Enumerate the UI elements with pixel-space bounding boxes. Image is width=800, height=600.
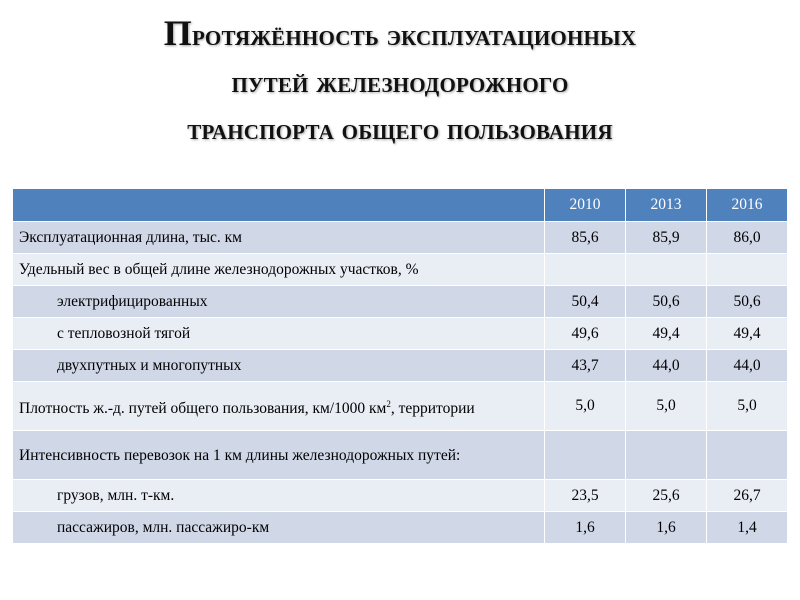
row-label: грузов, млн. т-км.: [13, 480, 545, 512]
title-line-2: путей железнодорожного: [231, 66, 569, 99]
header-year-2013: 2013: [626, 189, 707, 222]
value-cell: [707, 431, 788, 480]
row-label: Эксплуатационная длина, тыс. км: [13, 222, 545, 254]
value-cell: [707, 254, 788, 286]
value-cell: 49,4: [626, 318, 707, 350]
value-cell: 50,4: [545, 286, 626, 318]
value-cell: 1,6: [626, 512, 707, 544]
value-cell: 50,6: [707, 286, 788, 318]
table-row: [13, 350, 788, 382]
table-header-row: [13, 189, 788, 222]
title-line-1: Протяжённость эксплуатационных: [163, 13, 637, 53]
table-row: [13, 512, 788, 544]
table-row: [13, 286, 788, 318]
table-row: [13, 254, 788, 286]
row-label: Интенсивность перевозок на 1 км длины железнодорожных путей:: [13, 431, 545, 480]
table-row: [13, 382, 788, 431]
table-row: [13, 480, 788, 512]
page-title: [0, 10, 800, 153]
row-label: Плотность ж.-д. путей общего пользования, км/1000 $км^2$, территории: [13, 382, 545, 431]
value-cell: 26,7: [707, 480, 788, 512]
row-label: двухпутных и многопутных: [13, 350, 545, 382]
value-cell: 44,0: [626, 350, 707, 382]
header-year-2016: 2016: [707, 189, 788, 222]
table-row: [13, 431, 788, 480]
value-cell: [545, 254, 626, 286]
value-cell: 23,5: [545, 480, 626, 512]
table-row: [13, 222, 788, 254]
value-cell: 50,6: [626, 286, 707, 318]
value-cell: [545, 431, 626, 480]
value-cell: 43,7: [545, 350, 626, 382]
value-cell: 86,0: [707, 222, 788, 254]
value-cell: 5,0: [707, 382, 788, 431]
value-cell: 5,0: [626, 382, 707, 431]
value-cell: 49,4: [707, 318, 788, 350]
value-cell: 44,0: [707, 350, 788, 382]
header-label-cell: [13, 189, 545, 222]
railway-length-table: [12, 188, 788, 544]
row-label: пассажиров, млн. пассажиро-км: [13, 512, 545, 544]
value-cell: 1,4: [707, 512, 788, 544]
value-cell: 85,9: [626, 222, 707, 254]
row-label: электрифицированных: [13, 286, 545, 318]
value-cell: 25,6: [626, 480, 707, 512]
header-year-2010: 2010: [545, 189, 626, 222]
row-label: Удельный вес в общей длине железнодорожных участков, %: [13, 254, 545, 286]
value-cell: 85,6: [545, 222, 626, 254]
value-cell: [626, 254, 707, 286]
value-cell: 5,0: [545, 382, 626, 431]
title-line-3: транспорта общего пользования: [187, 113, 613, 146]
value-cell: 49,6: [545, 318, 626, 350]
value-cell: 1,6: [545, 512, 626, 544]
row-label: с тепловозной тягой: [13, 318, 545, 350]
table-row: [13, 318, 788, 350]
value-cell: [626, 431, 707, 480]
